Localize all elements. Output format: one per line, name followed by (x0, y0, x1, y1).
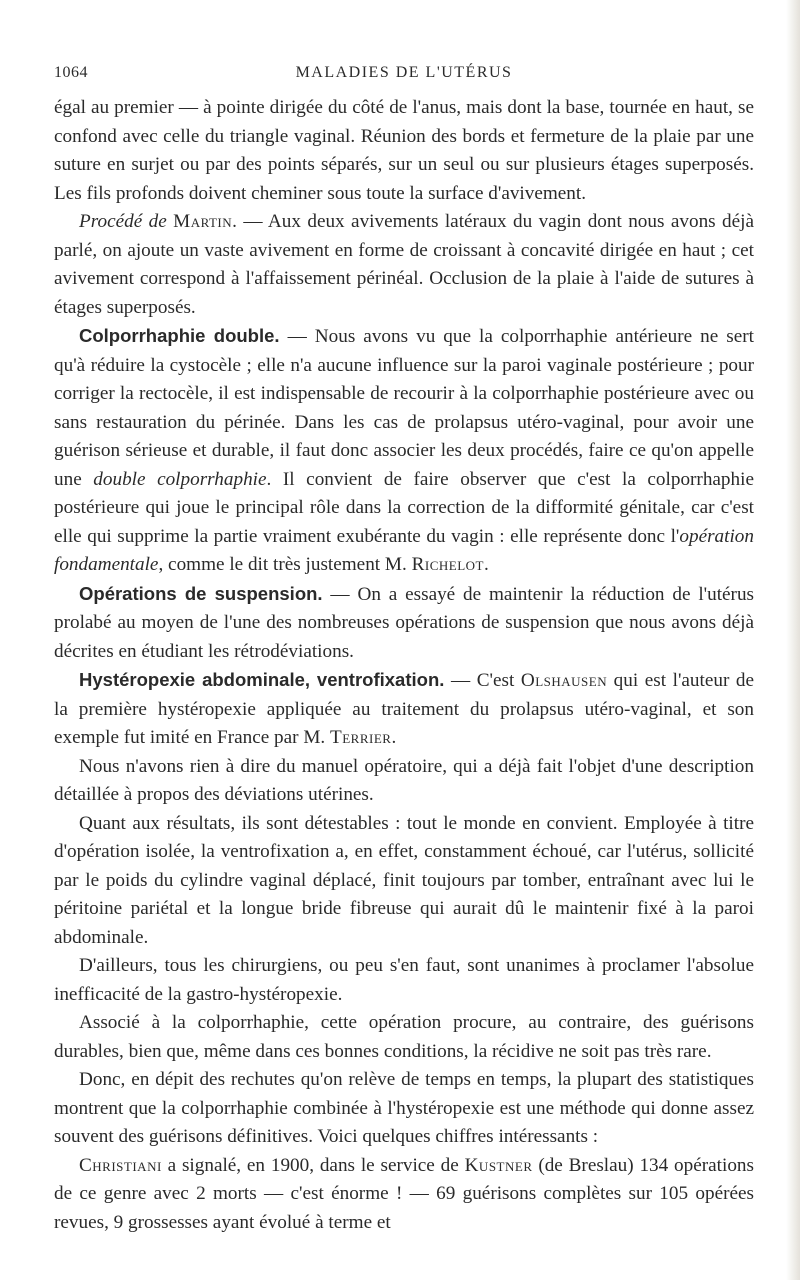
section-heading-colporrhaphie-double: Colporrhaphie double. (79, 325, 280, 346)
paragraph-text: , comme le dit très justement M. (158, 554, 412, 575)
author-martin: Martin (173, 211, 233, 232)
body-text (54, 94, 754, 1237)
paragraph-statistiques: Donc, en dépit des rechutes qu'on relève de temps en temps, la plupart des statistiques montrent que la colporrhaphie combinée à l'hystéropexie est une méthode qui donne assez souvent des guérisons définitives. Voici quelques chiffres intéressants : (54, 1069, 754, 1147)
author-terrier: Terrier (330, 727, 392, 748)
author-christiani: Christiani (79, 1154, 162, 1176)
paragraph-text: a signalé, en 1900, dans le service de (161, 1154, 465, 1176)
section-heading-operations-suspension: Opérations de suspension. (79, 582, 323, 604)
paragraph-text: . (483, 554, 489, 575)
paragraph-text: — On a essayé de maintenir la réduction de l'utérus prolabé au moyen de l'une des nombreuses opérations de suspension que nous avons déjà décrites en étudiant les rétrodéviations. (54, 583, 755, 662)
italic-term: opération fondamentale (54, 525, 754, 575)
author-kustner: Kustner (464, 1154, 533, 1176)
paragraph-text: . — Aux deux avivements latéraux du vagin dont nous avons déjà parlé, on ajoute un vaste avivement en forme de croissant à concavité dirigée en haut ; cet avivement correspond à l'affaissement périnéal. Occlusion de la plaie à l'aide de sutures à étages superposés. (54, 211, 755, 318)
italic-term: double colporrhaphie (93, 468, 267, 490)
paragraph-manuel-operatoire: Nous n'avons rien à dire du manuel opératoire, qui a déjà fait l'objet d'une description détaillée à propos des déviations utérines. (54, 755, 754, 805)
paragraph-text: (de Breslau) 134 opérations de ce genre avec 2 morts — c'est énorme ! — 69 guérisons complètes sur 105 opérées revues, 9 grossesses ayant évolué à terme et (54, 1154, 754, 1233)
paragraph-text: . (391, 727, 397, 748)
paragraph-operations-suspension (54, 580, 754, 667)
paragraph-christiani (54, 1152, 754, 1238)
paragraph-associe: Associé à la colporrhaphie, cette opération procure, au contraire, des guérisons durables, bien que, même dans ces bonnes conditions, la récidive ne soit pas très rare. (54, 1012, 754, 1062)
paragraph-colporrhaphie-double (54, 322, 754, 580)
running-head (54, 64, 754, 88)
paragraph-text: — Nous avons vu que la colporrhaphie antérieure ne sert qu'à réduire la cystocèle ; elle n'a aucune influence sur la paroi vaginale postérieure ; pour corriger la rectocèle, il est indispensable de recourir à la colporrhaphie postérieure avec ou sans restauration du périnée. Dans les cas de prolapsus utéro-vaginal, pour avoir une guérison sérieuse et durable, il faut donc associer les deux procédés, faire ce qu'on appelle une (54, 326, 754, 490)
author-richelot: Richelot (411, 554, 484, 575)
section-heading-hysteropexie: Hystéropexie abdominale, ventrofixation. (79, 669, 445, 690)
running-title: MALADIES DE L'UTÉRUS (295, 64, 513, 81)
author-olshausen: Olshausen (520, 670, 608, 691)
paragraph-text: qui est l'auteur de la première hystéropexie appliquée au traitement du prolapsus utéro-vaginal, et son exemple fut imité en France par M. (54, 670, 755, 748)
paragraph-resultats: Quant aux résultats, ils sont détestables : tout le monde en convient. Employée à titre d'opération isolée, la ventrofixation a, en effet, constamment échoué, car l'utérus, sollicité par le poids du cylindre vaginal déplacé, finit toujours par tomber, entraînant avec lui le péritoine pariétal et la longue bride fibreuse qui aurait dû le maintenir fixé à la paroi abdominale. (54, 812, 754, 948)
paragraph-chirurgiens: D'ailleurs, tous les chirurgiens, ou peu s'en faut, sont unanimes à proclamer l'absolue inefficacité de la gastro-hystéropexie. (54, 955, 754, 1005)
paragraph-text: — C'est (444, 670, 521, 691)
page-number: 1064 (54, 64, 88, 81)
paragraph-hysteropexie (54, 666, 754, 753)
page-edge-shadow (786, 0, 800, 1280)
paragraph-continuation: égal au premier — à pointe dirigée du côté de l'anus, mais dont la base, tournée en haut, se confond avec celle du triangle vaginal. Réunion des bords et fermeture de la plaie par une suture en surjet ou par des points séparés, sur un seul ou sur plusieurs étages superposés. Les fils profonds doivent cheminer sous toute la surface d'avivement. (54, 97, 754, 204)
paragraph-procede-martin (54, 208, 754, 322)
section-heading-procede: Procédé de (79, 211, 167, 232)
paragraph-text: . Il convient de faire observer que c'est la colporrhaphie postérieure qui joue le principal rôle dans la correction de la difformité génitale, car c'est elle qui supprime la partie vraiment exubérante du vagin : elle représente donc l' (54, 468, 754, 547)
